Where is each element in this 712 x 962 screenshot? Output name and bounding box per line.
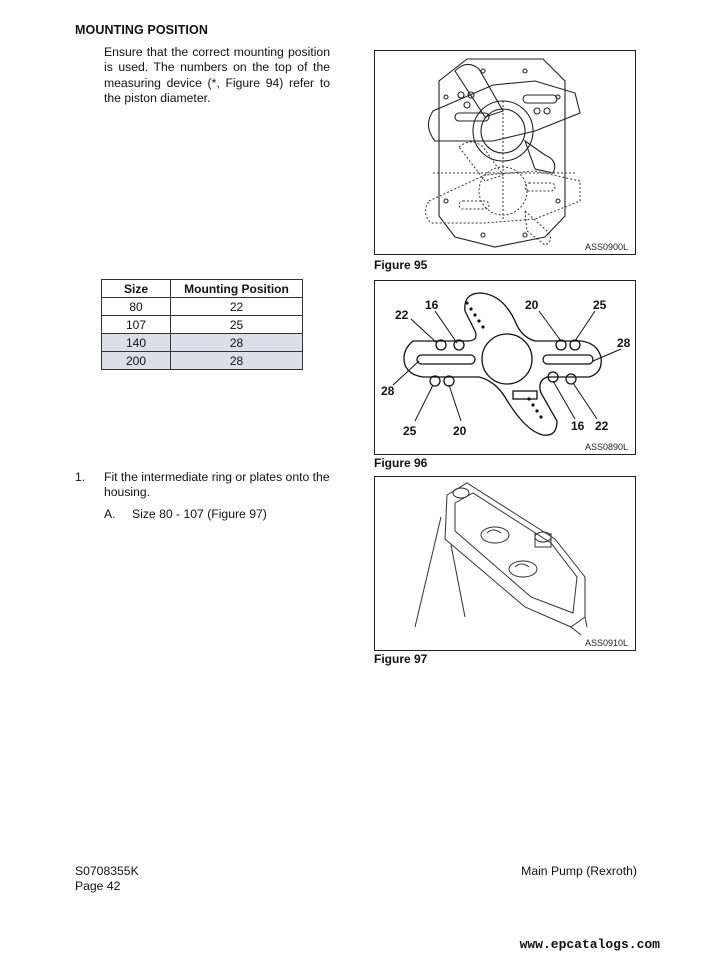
step-1-text: Fit the intermediate ring or plates onto the housing. [104, 470, 330, 500]
header-mounting-position: Mounting Position [171, 280, 303, 298]
table-row [102, 334, 303, 352]
footer-title: Main Pump (Rexroth) [521, 864, 637, 878]
fig96-label-25-bottom: 25 [403, 424, 417, 438]
cell-size: 140 [102, 334, 171, 352]
figure-97-code: ASS0910L [585, 638, 629, 648]
figure-95-caption: Figure 95 [374, 258, 428, 272]
table-header-row [102, 280, 303, 298]
figure-95-code: ASS0900L [585, 242, 629, 252]
figure-96-caption: Figure 96 [374, 456, 428, 470]
fig96-label-25: 25 [593, 298, 607, 312]
fig96-label-22: 22 [395, 308, 409, 322]
figure-97-caption: Figure 97 [374, 652, 428, 666]
mounting-position-table [101, 279, 303, 370]
figure-96-drawing [374, 280, 636, 455]
fig96-label-16: 16 [425, 298, 439, 312]
header-size: Size [102, 280, 171, 298]
cell-position: 25 [171, 316, 303, 334]
watermark: www.epcatalogs.com [519, 937, 660, 952]
table-row [102, 298, 303, 316]
cell-position: 28 [171, 334, 303, 352]
fig96-label-20: 20 [525, 298, 539, 312]
figure-96-code: ASS0890L [585, 442, 629, 452]
intermediate-plate-perspective-icon [375, 477, 635, 650]
step-1-number: 1. [75, 470, 86, 484]
footer-doc-number: S0708355K [75, 864, 139, 878]
intro-paragraph: Ensure that the correct mounting position is used. The numbers on the top of the measuring device (*, Figure 94) refer to the piston diameter. [104, 45, 330, 105]
fig96-label-28-right: 28 [617, 336, 631, 350]
fig96-label-22-bottom: 22 [595, 419, 609, 433]
cell-position: 22 [171, 298, 303, 316]
footer-page-number: Page 42 [75, 879, 121, 893]
fig96-label-20-bottom: 20 [453, 424, 467, 438]
cell-size: 80 [102, 298, 171, 316]
table-row [102, 316, 303, 334]
mounting-plate-diagram-icon [375, 281, 635, 454]
step-a-letter: A. [104, 507, 116, 521]
section-title: MOUNTING POSITION [75, 23, 208, 37]
figure-95-drawing [374, 50, 636, 255]
fig96-label-28-left: 28 [381, 384, 395, 398]
table-row [102, 352, 303, 370]
cell-position: 28 [171, 352, 303, 370]
figure-97-drawing [374, 476, 636, 651]
mounting-plate-drawing-icon [375, 51, 635, 254]
step-a-text: Size 80 - 107 (Figure 97) [132, 507, 267, 521]
cell-size: 107 [102, 316, 171, 334]
cell-size: 200 [102, 352, 171, 370]
fig96-label-16-bottom: 16 [571, 419, 585, 433]
